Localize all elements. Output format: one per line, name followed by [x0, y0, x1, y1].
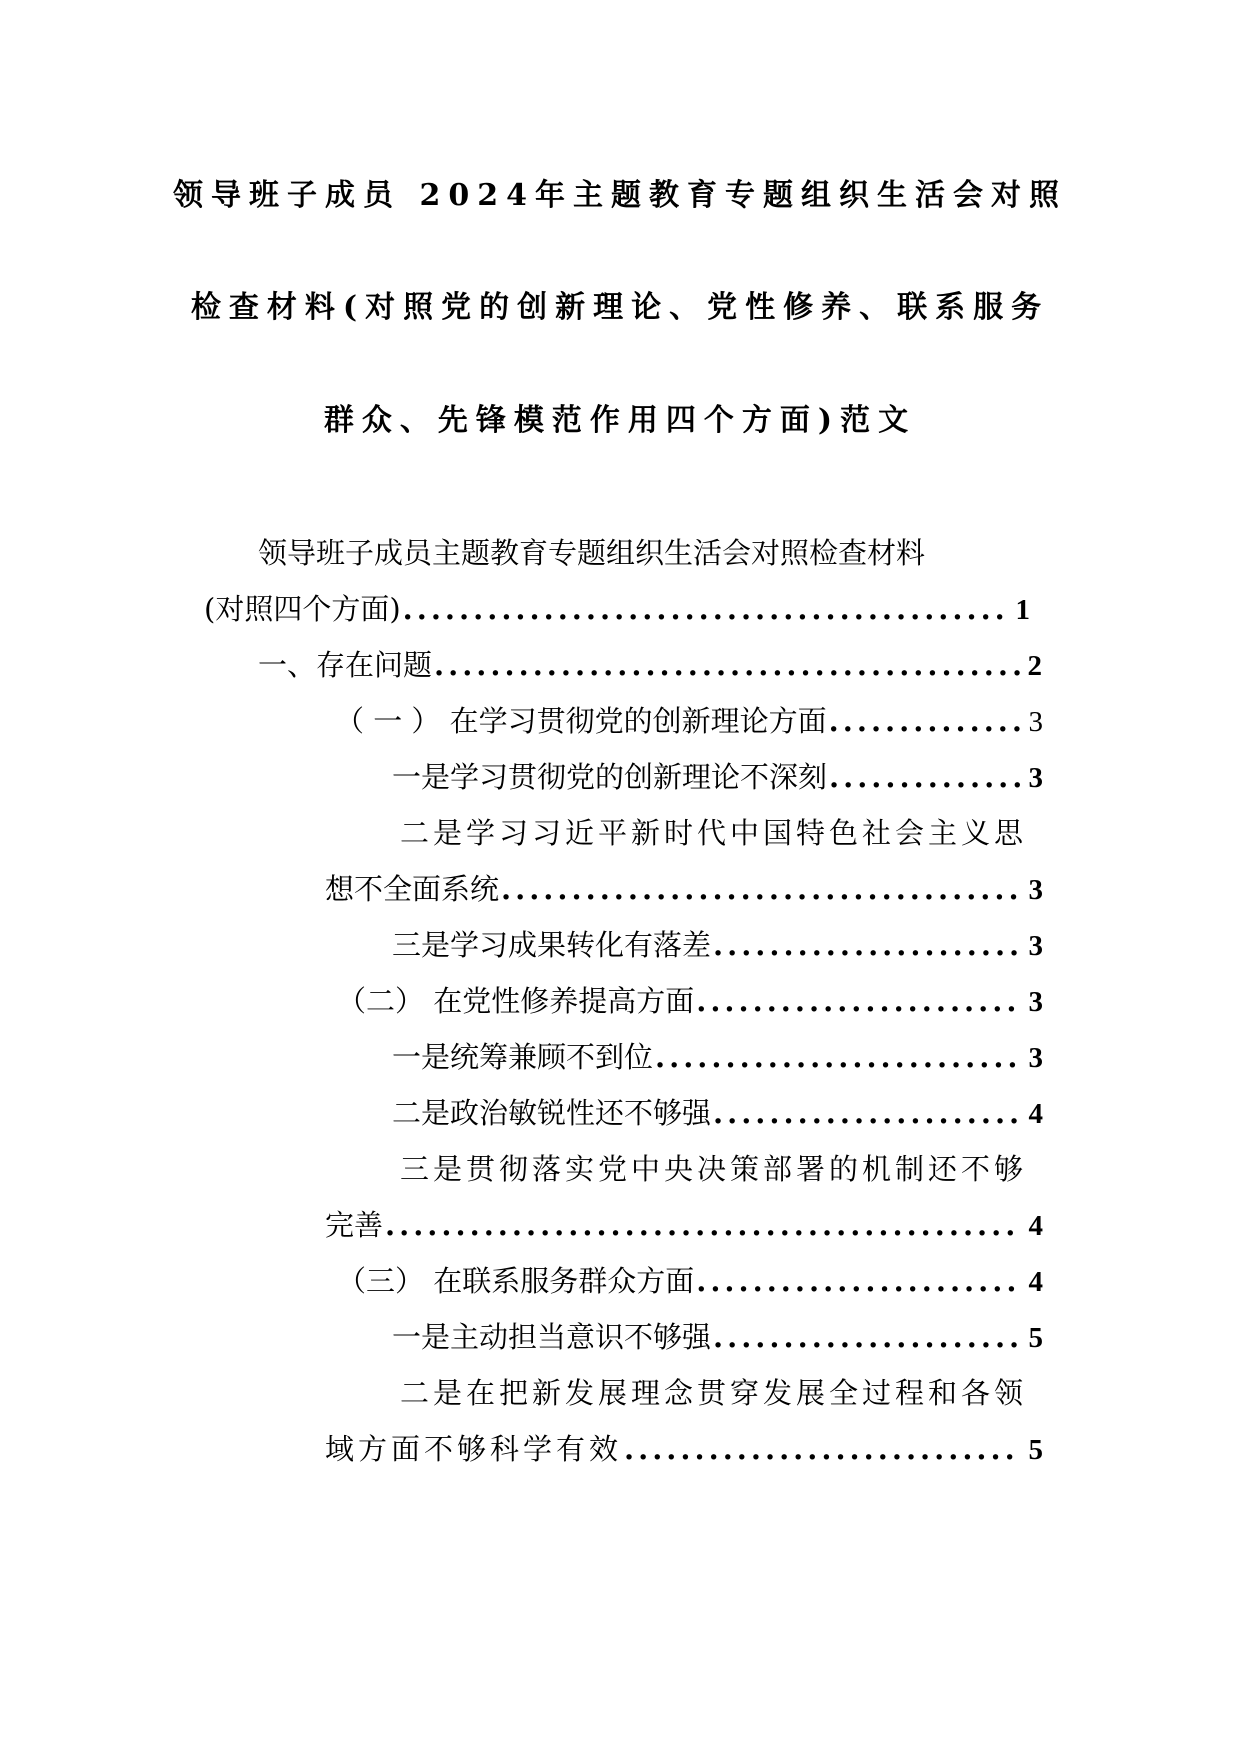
toc-entry-label: 想不全面系统 — [325, 872, 500, 906]
toc-leader-dots — [713, 1095, 1020, 1131]
document-title-line-3: 群众、先锋模范作用四个方面)范文 — [323, 403, 917, 438]
toc-entry-label: 域方面不够科学有效 — [325, 1432, 623, 1466]
toc-entry-label: 一是主动担当意识不够强 — [392, 1320, 712, 1354]
toc-entry-label: （三） 在联系服务群众方面 — [337, 1264, 695, 1298]
toc-entry-1-1[interactable] — [392, 759, 1043, 795]
toc-entry-main-title-line1: 领导班子成员主题教育专题组织生活会对照检查材料 — [258, 536, 926, 570]
toc-entry-section-2[interactable] — [337, 983, 1043, 1019]
toc-entry-label: （二） 在党性修养提高方面 — [337, 984, 695, 1018]
toc-page-number: 3 — [1028, 762, 1043, 794]
document-title-line-1: 领导班子成员 2024年主题教育专题组织生活会对照 — [173, 178, 1067, 213]
toc-entry-problems[interactable] — [258, 647, 1042, 683]
toc-entry-3-2[interactable] — [325, 1431, 1043, 1467]
toc-entry-label: 一、存在问题 — [258, 648, 433, 682]
toc-leader-dots — [434, 647, 1019, 683]
toc-page-number: 3 — [1028, 930, 1043, 962]
toc-page-number: 5 — [1028, 1434, 1043, 1466]
toc-entry-label: 二是政治敏锐性还不够强 — [392, 1096, 712, 1130]
toc-leader-dots — [713, 1319, 1020, 1355]
toc-entry-2-3[interactable] — [325, 1207, 1043, 1243]
toc-entry-section-3[interactable] — [337, 1263, 1043, 1299]
toc-leader-dots — [403, 591, 1008, 627]
toc-entry-2-2[interactable] — [392, 1095, 1043, 1131]
toc-entry-label: 三是学习成果转化有落差 — [392, 928, 712, 962]
toc-page-number: 2 — [1027, 650, 1042, 682]
toc-entry-2-3-line1: 三是贯彻落实党中央决策部署的机制还不够 — [400, 1152, 1028, 1186]
toc-entry-main-title[interactable] — [204, 591, 1030, 627]
toc-entry-label: 一是统筹兼顾不到位 — [392, 1040, 654, 1074]
toc-leader-dots — [385, 1207, 1020, 1243]
toc-leader-dots — [501, 871, 1020, 907]
toc-entry-1-2[interactable] — [325, 871, 1043, 907]
toc-entry-1-2-line1: 二是学习习近平新时代中国特色社会主义思 — [400, 816, 1028, 850]
toc-entry-2-1[interactable] — [392, 1039, 1043, 1075]
toc-entry-label: (对照四个方面) — [204, 592, 401, 626]
toc-entry-label: 完善 — [325, 1208, 384, 1242]
toc-entry-section-1[interactable] — [335, 703, 1043, 739]
toc-entry-1-3[interactable] — [392, 927, 1043, 963]
toc-entry-label: 一是学习贯彻党的创新理论不深刻 — [392, 760, 828, 794]
toc-page-number: 3 — [1028, 874, 1043, 906]
toc-page-number: 1 — [1015, 594, 1030, 626]
toc-leader-dots — [696, 983, 1020, 1019]
document-title-line-2: 检查材料(对照党的创新理论、党性修养、联系服务 — [190, 290, 1050, 325]
toc-entry-3-2-line1: 二是在把新发展理念贯穿发展全过程和各领 — [400, 1376, 1028, 1410]
toc-leader-dots — [624, 1431, 1020, 1467]
toc-page-number: 4 — [1028, 1266, 1043, 1298]
toc-page-number: 3 — [1028, 706, 1043, 738]
toc-leader-dots — [829, 703, 1021, 739]
toc-leader-dots — [655, 1039, 1020, 1075]
toc-leader-dots — [696, 1263, 1020, 1299]
toc-leader-dots — [713, 927, 1020, 963]
toc-page-number: 5 — [1028, 1322, 1043, 1354]
toc-page-number: 3 — [1028, 986, 1043, 1018]
toc-page-number: 3 — [1028, 1042, 1043, 1074]
toc-entry-label: （ 一 ） 在学习贯彻党的创新理论方面 — [335, 704, 827, 738]
toc-entry-3-1[interactable] — [392, 1319, 1043, 1355]
toc-page-number: 4 — [1028, 1210, 1043, 1242]
toc-leader-dots — [829, 759, 1020, 795]
toc-page-number: 4 — [1028, 1098, 1043, 1130]
